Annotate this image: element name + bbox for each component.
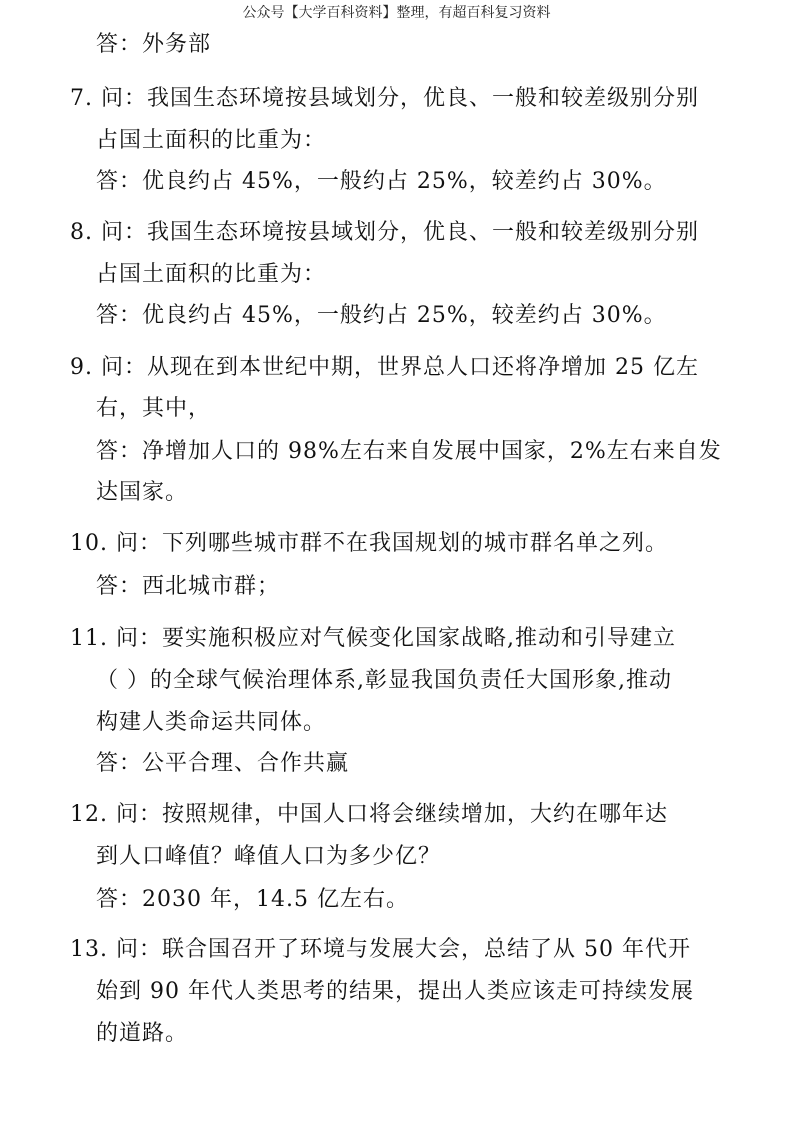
- question-line: 8. 问：我国生态环境按县域划分，优良、一般和较差级别分别: [70, 220, 699, 245]
- answer-line: 答：外务部: [96, 32, 212, 57]
- question-line: 占国土面积的比重为：: [96, 128, 327, 153]
- question-line: 11. 问：要实施积极应对气候变化国家战略,推动和引导建立: [70, 626, 676, 651]
- question-line: 的道路。: [96, 1021, 189, 1046]
- question-line: 到人口峰值？峰值人口为多少亿？: [96, 844, 442, 869]
- question-line: 构建人类命运共同体。: [96, 710, 327, 735]
- answer-line: 答：西北城市群；: [96, 574, 281, 599]
- answer-line: 答：优良约占 45%，一般约占 25%，较差约占 30%。: [96, 169, 667, 194]
- answer-line: 答：公平合理、合作共赢: [96, 751, 350, 776]
- question-line: 13. 问：联合国召开了环境与发展大会，总结了从 50 年代开: [70, 937, 691, 962]
- answer-line: 答：净增加人口的 98%左右来自发展中国家，2%左右来自发: [96, 439, 722, 464]
- question-line: 9. 问：从现在到本世纪中期，世界总人口还将净增加 25 亿左: [70, 355, 699, 380]
- answer-line: 答：2030 年，14.5 亿左右。: [96, 887, 409, 912]
- answer-line: 答：优良约占 45%，一般约占 25%，较差约占 30%。: [96, 303, 667, 328]
- question-line: 10. 问：下列哪些城市群不在我国规划的城市群名单之列。: [70, 531, 668, 556]
- answer-line: 达国家。: [96, 480, 189, 505]
- question-line: 12. 问：按照规律，中国人口将会继续增加，大约在哪年达: [70, 802, 668, 827]
- question-line: 占国土面积的比重为：: [96, 262, 327, 287]
- question-line: 右，其中，: [96, 396, 212, 421]
- page-header: 公众号【大学百科资料】整理，有超百科复习资料: [242, 5, 551, 21]
- question-line: 始到 90 年代人类思考的结果，提出人类应该走可持续发展: [96, 979, 694, 1004]
- question-line: 7. 问：我国生态环境按县域划分，优良、一般和较差级别分别: [70, 86, 699, 111]
- question-line: （ ）的全球气候治理体系,彰显我国负责任大国形象,推动: [96, 668, 672, 693]
